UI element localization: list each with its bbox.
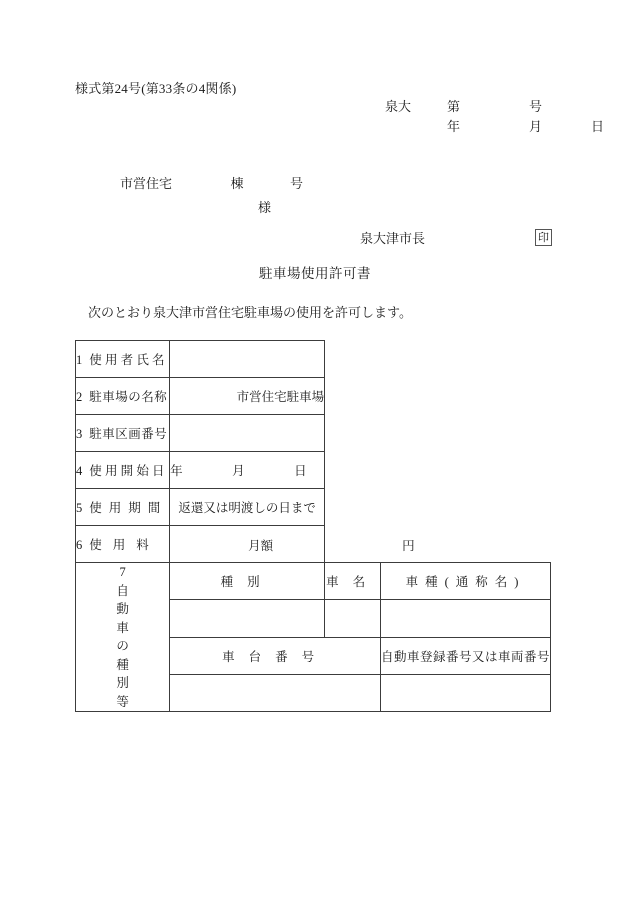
table-row: [76, 452, 551, 489]
doc-number-prefix: 泉大: [385, 99, 412, 114]
doc-date-year: 年: [447, 119, 461, 134]
vehicle-value-chassis-number[interactable]: [170, 674, 381, 711]
vehicle-label-char: 動: [116, 602, 129, 616]
issuer-name: 泉大津市長: [360, 231, 426, 246]
table-row: [76, 415, 551, 452]
document-number-line: [385, 97, 604, 117]
row-label-text: 使用期間: [89, 501, 168, 515]
vehicle-value-category[interactable]: [170, 600, 325, 637]
addressee-block: [120, 172, 303, 220]
row-label-start-date: [76, 452, 170, 489]
row-label-text: 使用料: [89, 538, 160, 552]
row-label-text: 駐車場の名称: [89, 390, 168, 404]
row-value-start-date[interactable]: [170, 452, 325, 489]
form-code: 様式第24号(第33条の4関係): [75, 81, 237, 96]
seal-stamp-box: 印: [535, 229, 552, 246]
table-row: [76, 489, 551, 526]
row-value-parking-name[interactable]: 市営住宅駐車場: [170, 378, 325, 415]
row-label-parking-space-number: [76, 415, 170, 452]
row-number: 7: [119, 565, 126, 579]
row-value-fee[interactable]: [170, 526, 415, 563]
vehicle-header-model-name: 車種(通称名): [380, 563, 550, 600]
intro-sentence: 次のとおり泉大津市営住宅駐車場の使用を許可します。: [88, 305, 412, 320]
row-label-text: 使用者氏名: [89, 353, 168, 367]
vehicle-label-char: 車: [116, 620, 129, 635]
start-date-year: 年: [170, 464, 183, 478]
fee-monthly-label: 月額: [248, 539, 274, 553]
row-label-parking-name: [76, 378, 170, 415]
addressee-address-line: [120, 172, 303, 196]
vehicle-label-char: 自: [116, 583, 129, 598]
row-value-parking-space-number[interactable]: [170, 415, 325, 452]
doc-date-day: 日: [591, 119, 605, 134]
row-label-vehicle-type: [76, 563, 170, 712]
doc-number-label: 第: [447, 99, 461, 114]
row-number: 4: [76, 464, 83, 478]
row-label-text: 駐車区画番号: [89, 427, 168, 441]
row-number: 6: [76, 538, 83, 552]
vehicle-label-char: 等: [116, 694, 129, 709]
vehicle-header-car-name: 車名: [325, 563, 381, 600]
fee-fields: [170, 526, 415, 562]
row-value-usage-period: 返還又は明渡しの日まで: [170, 489, 325, 526]
row-number: 3: [76, 427, 83, 441]
addressee-room-unit: 号: [290, 176, 304, 191]
row-label-usage-period: [76, 489, 170, 526]
table-row: [76, 378, 551, 415]
fee-currency-unit: 円: [402, 539, 415, 553]
vehicle-label-char: 別: [116, 676, 129, 690]
start-date-fields: [170, 461, 324, 479]
doc-number-unit: 号: [529, 99, 543, 114]
row-value-user-name[interactable]: [170, 341, 325, 378]
row-label-user-name: [76, 341, 170, 378]
doc-date-month: 月: [529, 119, 543, 134]
addressee-building-unit: 棟: [230, 176, 244, 191]
vehicle-value-model-name[interactable]: [380, 600, 550, 637]
document-number-block: [385, 97, 604, 137]
vehicle-value-car-name[interactable]: [325, 600, 381, 637]
permit-details-table: [75, 340, 551, 712]
addressee-honorific: 様: [258, 200, 272, 215]
row-label-fee: [76, 526, 170, 563]
table-row: [76, 341, 551, 378]
issuer-block: [360, 228, 552, 247]
vehicle-label-char: 種: [116, 657, 129, 672]
vehicle-header-category: 種別: [170, 563, 325, 600]
page-title: 駐車場使用許可書: [259, 266, 371, 281]
vehicle-header-chassis-number: 車台番号: [170, 637, 381, 674]
vehicle-value-registration-number[interactable]: [380, 674, 550, 711]
row-number: 5: [76, 501, 83, 515]
row-number: 1: [76, 353, 83, 367]
row-number: 2: [76, 390, 83, 404]
document-date-line: [385, 117, 604, 137]
start-date-month: 月: [232, 464, 245, 478]
vehicle-label-char: の: [116, 639, 129, 653]
vehicle-header-registration-number: 自動車登録番号又は車両番号: [380, 637, 550, 674]
table-row: [76, 526, 551, 563]
addressee-housing: 市営住宅: [120, 176, 173, 191]
table-row-vehicle: [76, 563, 551, 600]
start-date-day: 日: [294, 464, 307, 478]
row-label-text: 使用開始日: [89, 464, 168, 478]
